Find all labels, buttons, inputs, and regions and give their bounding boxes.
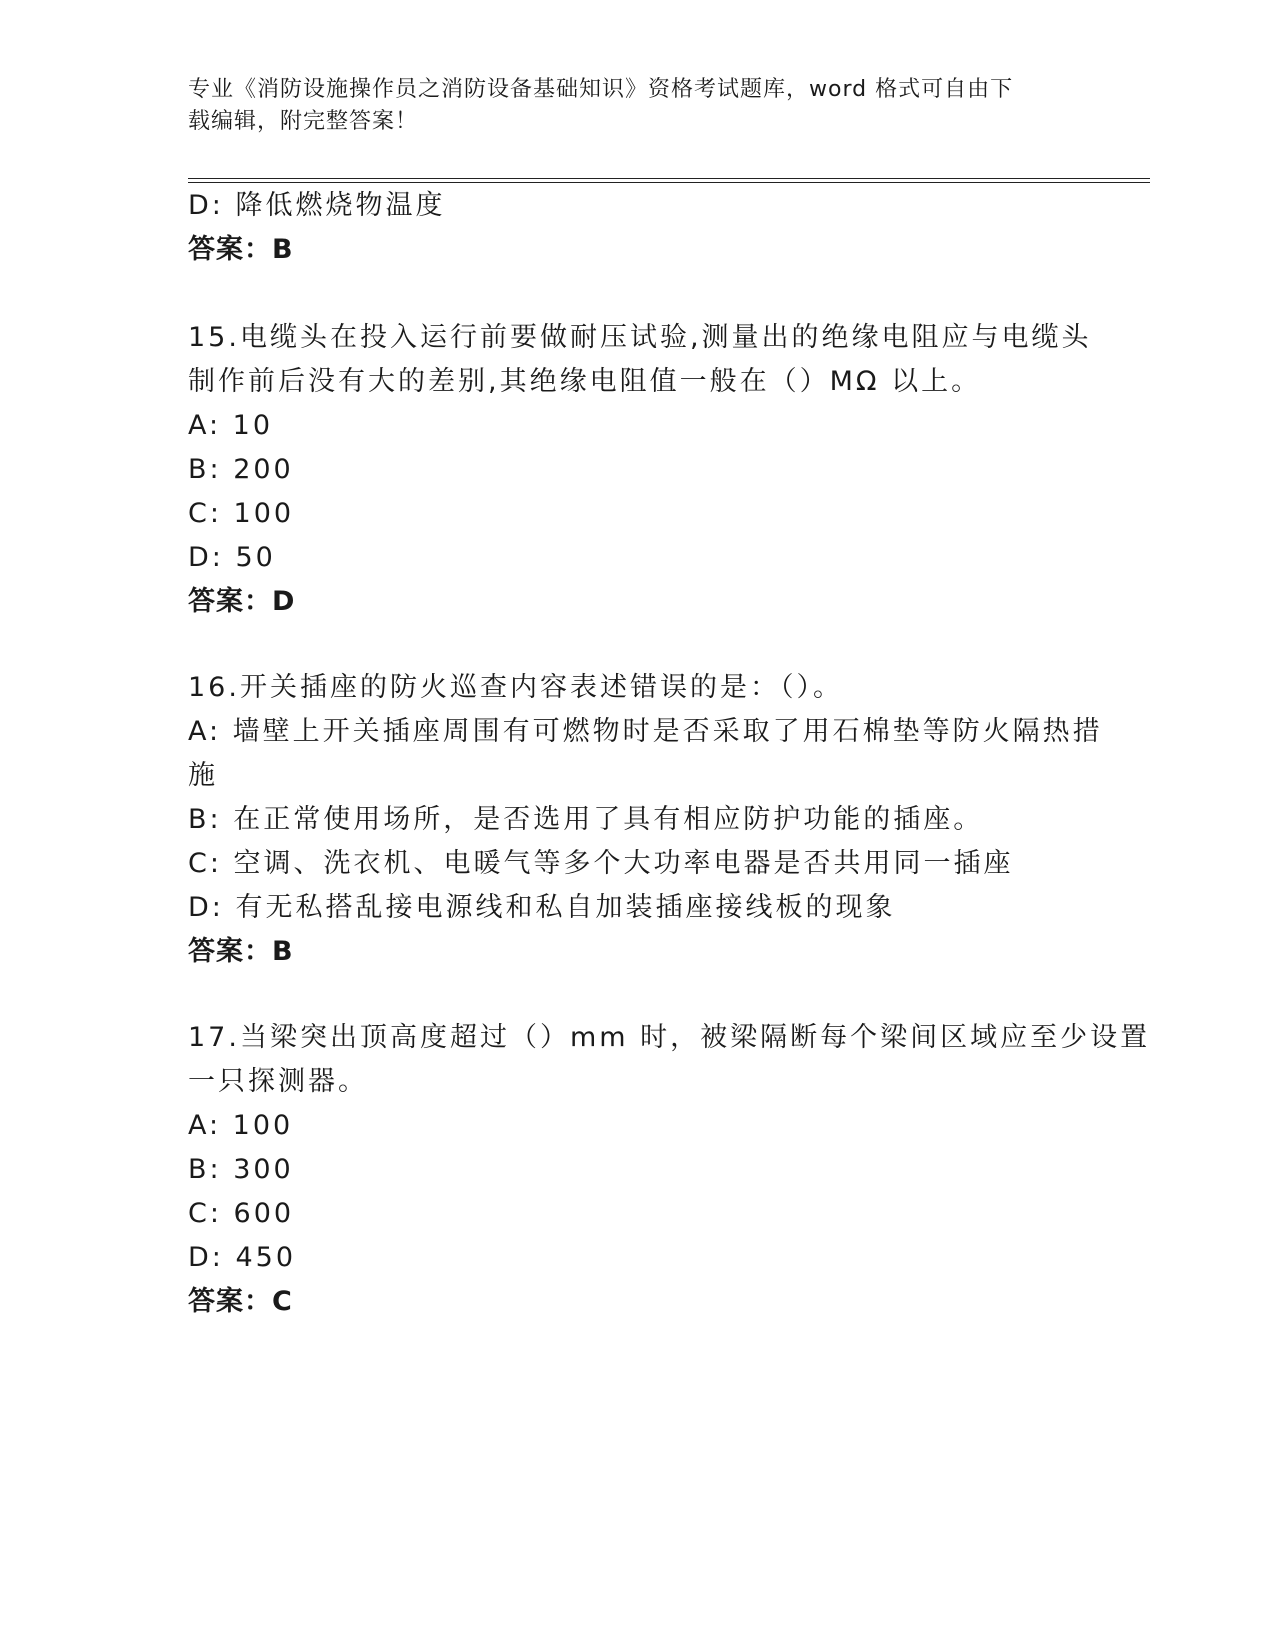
q17-option-b: B: 300 bbox=[188, 1154, 294, 1185]
q15-answer: 答案：D bbox=[188, 586, 296, 617]
q17-answer: 答案：C bbox=[188, 1286, 293, 1317]
q16-option-b: B: 在正常使用场所，是否选用了具有相应防护功能的插座。 bbox=[188, 804, 984, 835]
header-divider-top bbox=[188, 178, 1150, 179]
q17-option-a: A: 100 bbox=[188, 1110, 294, 1141]
q15-option-a: A: 10 bbox=[188, 410, 274, 441]
document-header bbox=[188, 74, 1088, 138]
q17-stem-line-1: 17.当梁突出顶高度超过（）mm 时，被梁隔断每个梁间区域应至少设置 bbox=[188, 1022, 1151, 1053]
q15-stem-line-1: 15.电缆头在投入运行前要做耐压试验,测量出的绝缘电阻应与电缆头 bbox=[188, 322, 1092, 353]
prev-option-d: D: 降低燃烧物温度 bbox=[188, 190, 446, 221]
header-line-1: 专业《消防设施操作员之消防设备基础知识》资格考试题库，word 格式可自由下 bbox=[188, 77, 1014, 102]
q17-option-c: C: 600 bbox=[188, 1198, 295, 1229]
q15-option-b: B: 200 bbox=[188, 454, 294, 485]
header-divider-bottom bbox=[188, 182, 1150, 183]
q16-stem-line-1: 16.开关插座的防火巡查内容表述错误的是：（）。 bbox=[188, 672, 843, 703]
q16-option-c: C: 空调、洗衣机、电暖气等多个大功率电器是否共用同一插座 bbox=[188, 848, 1014, 879]
prev-answer: 答案：B bbox=[188, 234, 294, 265]
q16-option-a-line-2: 施 bbox=[188, 760, 218, 791]
q15-stem-line-2: 制作前后没有大的差别,其绝缘电阻值一般在（）MΩ 以上。 bbox=[188, 366, 982, 397]
q16-option-a-line-1: A: 墙壁上开关插座周围有可燃物时是否采取了用石棉垫等防火隔热措 bbox=[188, 716, 1103, 747]
q16-answer: 答案：B bbox=[188, 936, 294, 967]
header-line-2: 载编辑，附完整答案！ bbox=[188, 109, 419, 134]
q17-stem-line-2: 一只探测器。 bbox=[188, 1066, 368, 1097]
q15-option-c: C: 100 bbox=[188, 498, 295, 529]
q16-option-d: D: 有无私搭乱接电源线和私自加装插座接线板的现象 bbox=[188, 892, 896, 923]
q15-option-d: D: 50 bbox=[188, 542, 276, 573]
q17-option-d: D: 450 bbox=[188, 1242, 297, 1273]
